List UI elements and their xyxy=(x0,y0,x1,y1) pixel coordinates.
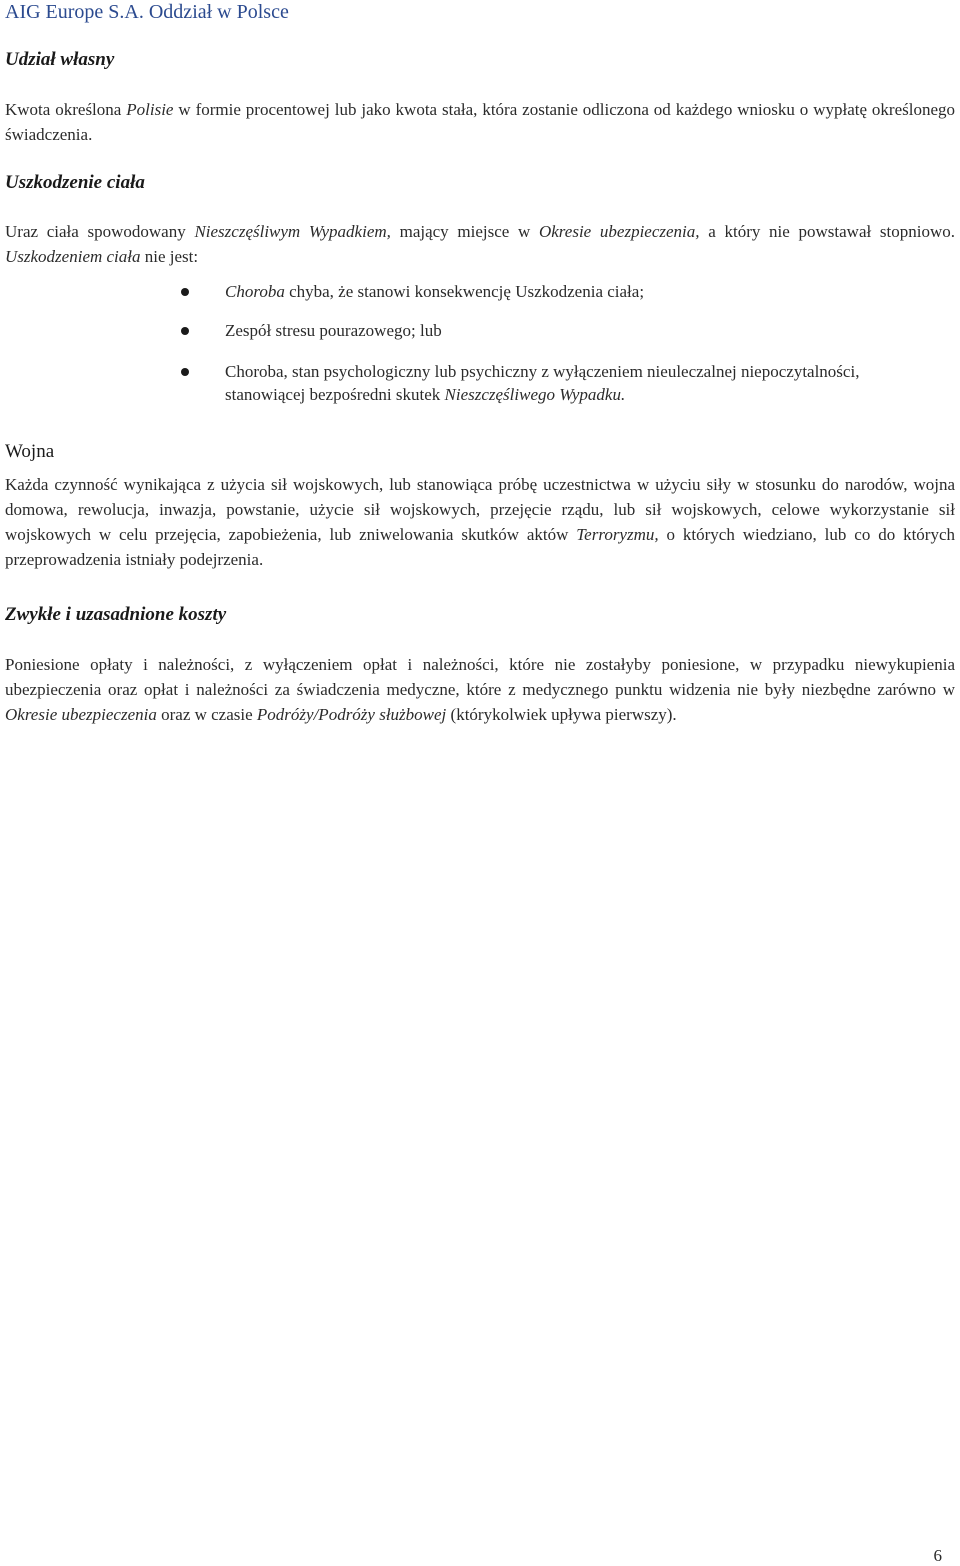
bullet-item xyxy=(225,280,915,303)
paragraph-uszkodzenie-ciala xyxy=(5,219,955,269)
heading-zwykle-koszty: Zwykłe i uzasadnione koszty xyxy=(5,604,227,625)
heading-wojna: Wojna xyxy=(5,441,55,462)
text-fragment: w formie procentowej lub jako kwota stała, która zostanie odliczona od każdego wniosku o wypłatę określonego świadczenia. xyxy=(5,100,956,144)
text-fragment: oraz w czasie xyxy=(161,705,253,724)
italic-term: Terroryzmu, xyxy=(576,525,659,544)
paragraph-zwykle-koszty xyxy=(5,652,955,727)
text-fragment: Poniesione opłaty i należności, z wyłączeniem opłat i należności, które nie zostałyby poniesione, w przypadku niewykupienia ubezpieczenia oraz opłat i należności za świadczenia medyczne, które z medycznego punktu widzenia nie były niezbędne zarówno w xyxy=(5,655,955,699)
text-fragment: Uraz ciała spowodowany xyxy=(5,222,186,241)
paragraph-wojna xyxy=(5,472,955,572)
text-fragment: Kwota określona xyxy=(5,100,122,119)
italic-term: Nieszczęśliwym Wypadkiem, xyxy=(194,222,391,241)
text-fragment: chyba, że stanowi konsekwencję Uszkodzenia ciała; xyxy=(289,282,645,301)
text-fragment: a który nie powstawał stopniowo. xyxy=(708,222,956,241)
page-number: 6 xyxy=(933,1546,942,1565)
italic-term: Polisie xyxy=(126,100,174,119)
bullet-icon xyxy=(181,327,189,335)
text-fragment: Choroba, stan psychologiczny lub psychiczny z wyłączeniem nieuleczalnej niepoczytalności, stanowiącej bezpośredni skutek xyxy=(225,362,860,404)
italic-term: Nieszczęśliwego Wypadku. xyxy=(444,385,626,404)
italic-term: Okresie ubezpieczenia, xyxy=(538,222,700,241)
company-header: AIG Europe S.A. Oddział w Polsce xyxy=(5,1,289,23)
bullet-item xyxy=(225,360,915,406)
heading-udzial-wlasny: Udział własny xyxy=(5,49,115,70)
text-fragment: Zespół stresu pourazowego; lub xyxy=(225,321,442,340)
italic-term: Podróży/Podróży służbowej xyxy=(256,705,447,724)
italic-term: Uszkodzeniem ciała xyxy=(5,247,141,266)
text-fragment: o których wiedziano, lub co do których przeprowadzenia istniały podejrzenia. xyxy=(5,525,956,569)
text-fragment: nie jest: xyxy=(144,247,199,266)
italic-term: Choroba xyxy=(225,282,285,301)
text-fragment: Każda czynność wynikająca z użycia sił wojskowych, lub stanowiąca próbę uczestnictwa w użyciu siły w stosunku do narodów, wojna domowa, rewolucja, inwazja, powstanie, użycie sił wojskowych, przejęcie rządu, lub sił wojskowych, celowe wykorzystanie sił wojskowych w celu przejęcia, zapobieżenia, lub zniwelowania skutków aktów xyxy=(5,475,955,544)
bullet-icon xyxy=(181,288,189,296)
text-fragment: (którykolwiek upływa pierwszy). xyxy=(450,705,677,724)
text-fragment: mający miejsce w xyxy=(399,222,531,241)
italic-term: Okresie ubezpieczenia xyxy=(5,705,157,724)
bullet-icon xyxy=(181,368,189,376)
heading-uszkodzenie-ciala: Uszkodzenie ciała xyxy=(5,172,145,193)
paragraph-udzial-wlasny xyxy=(5,97,955,147)
bullet-item xyxy=(225,319,915,342)
